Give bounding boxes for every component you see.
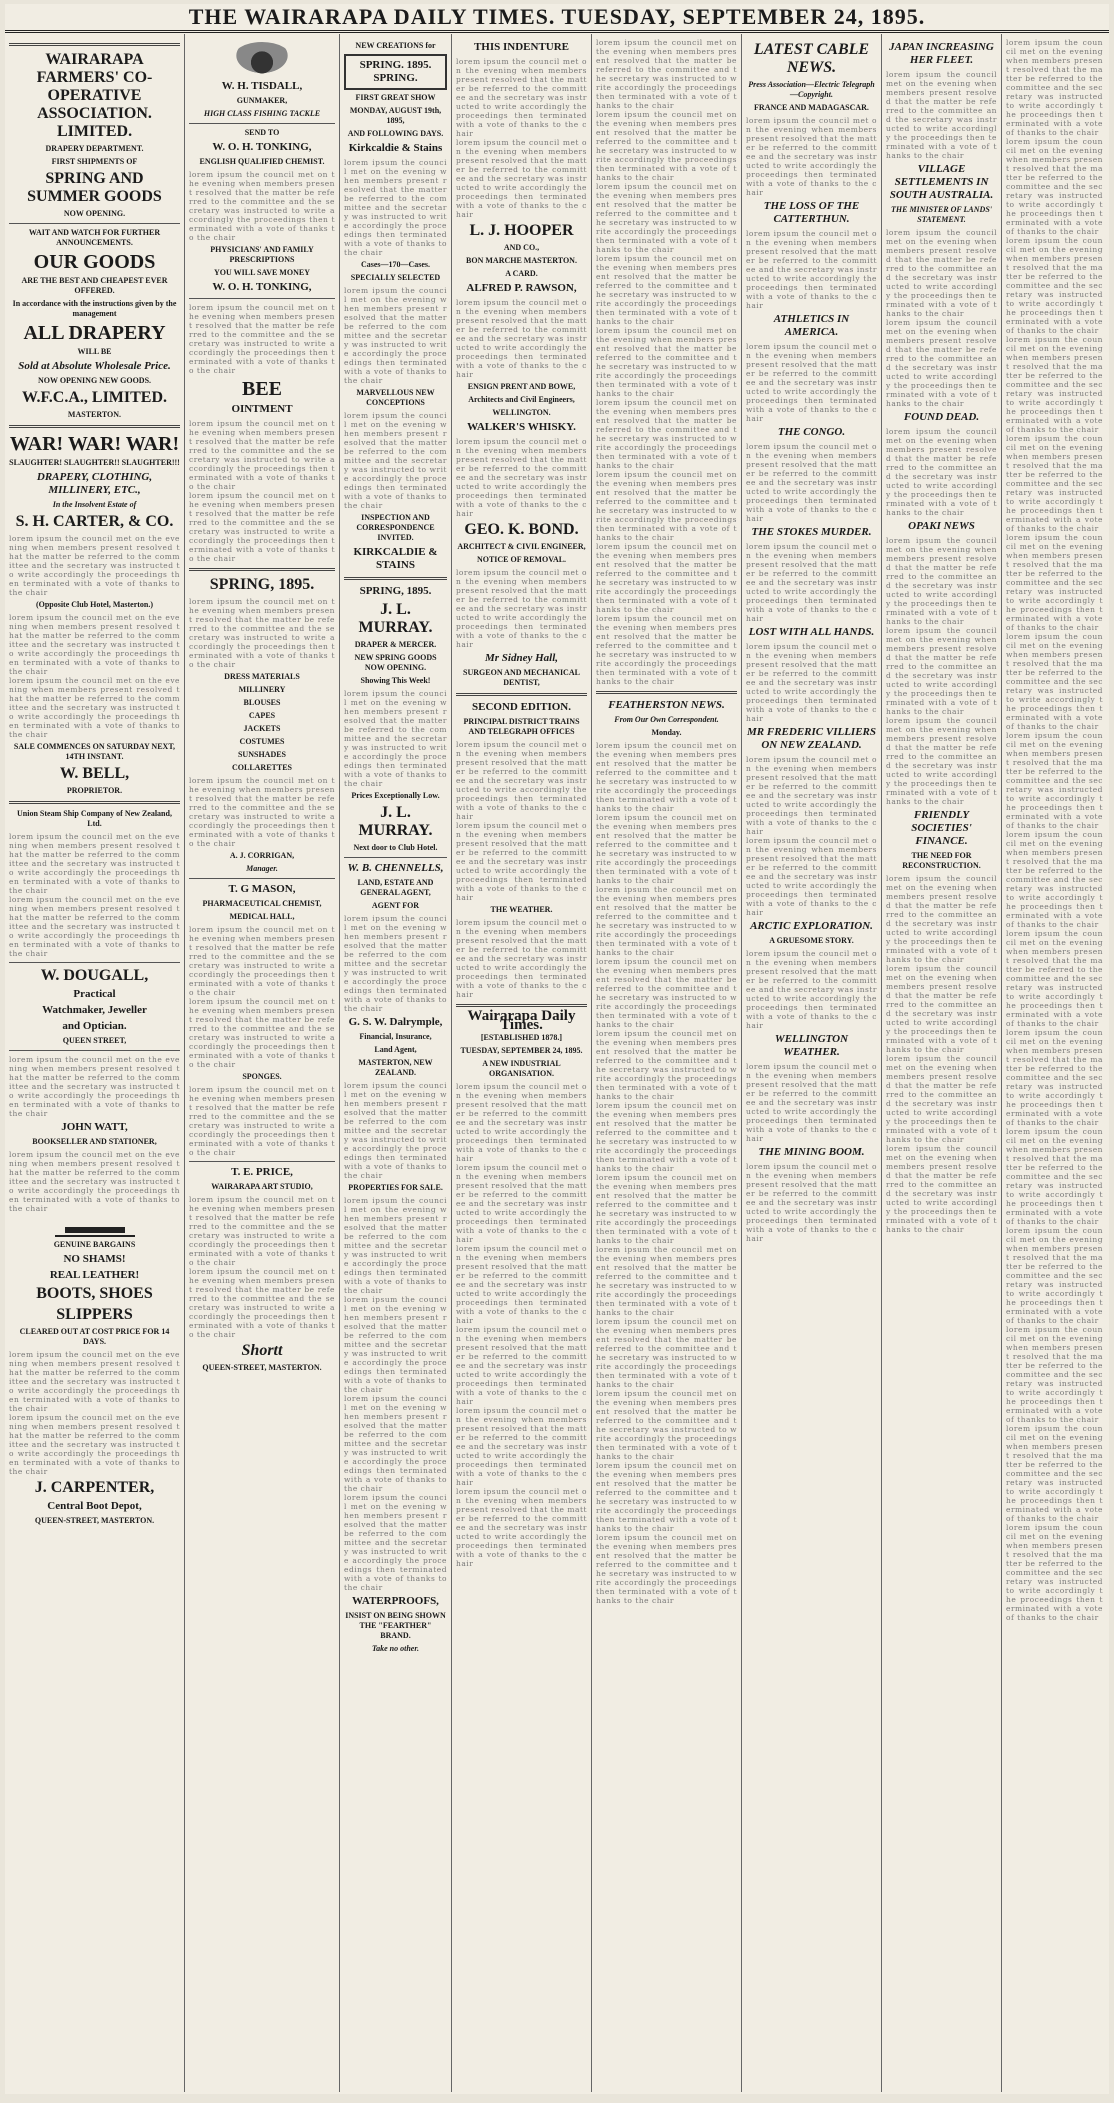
union-steam-body-2: lorem ipsum the council met on the evening when members present resolved that the matter be referred to the committee and the secretary was instructed to write accordingly the proceedings then terminated with a vote of thanks to the chair [9,895,180,958]
insist: INSIST ON BEING SHOWN THE "FEARTHER" BRAND. [345,1611,446,1640]
surgeon-dentist: SURGEON AND MECHANICAL DENTIST, [463,668,580,687]
divider [189,1161,335,1162]
masthead: THE WAIRARAPA DAILY TIMES. TUESDAY, SEPTEMBER 24, 1895. [5,4,1109,33]
col8-body-10: lorem ipsum the council met on the evening when members present resolved that the matter be referred to the committee and the secretary was instructed to write accordingly the proceedings then terminated with a vote of thanks to the chair [1006,929,1103,1028]
medical-hall: MEDICAL HALL, [229,912,295,921]
capes: CAPES [248,711,276,720]
millinery: MILLINERY [238,685,286,694]
and-following: AND FOLLOWING DAYS. [347,129,444,138]
carter-heading: S. H. CARTER, & CO. [15,513,174,530]
column-6 [742,34,882,2092]
price-heading: T. E. PRICE, [231,1166,293,1178]
jackets: JACKETS [243,724,281,733]
mason-body: lorem ipsum the council met on the evening when members present resolved that the matter be referred to the committee and the secretary was instructed to write accordingly the proceedings then terminated with a vote of thanks to the chair [189,925,335,997]
mason-body-3: lorem ipsum the council met on the evening when members present resolved that the matter be referred to the committee and the secretary was instructed to write accordingly the proceedings then terminated with a vote of thanks to the chair [189,1085,335,1157]
slaughter-headline: SLAUGHTER! SLAUGHTER!! SLAUGHTER!!! [9,458,180,467]
boot-illustration-icon [55,1215,135,1237]
kirkcaldie-body-3: lorem ipsum the council met on the evening when members present resolved that the matter be referred to the committee and the secretary was instructed to write accordingly the proceedings then terminated with a vote of thanks to the chair [344,411,447,510]
editorial-body: lorem ipsum the council met on the evening when members present resolved that the matter be referred to the committee and the secretary was instructed to write accordingly the proceedings then terminated with a vote of thanks to the chair [456,1082,587,1163]
murray-heading: J. L. MURRAY. [358,601,433,636]
wfca-limited: W.F.C.A., LIMITED. [21,389,168,406]
sold-absolute: Sold at Absolute Wholesale Price. [18,360,171,372]
bee-body-3: lorem ipsum the council met on the evening when members present resolved that the matter be referred to the committee and the secretary was instructed to write accordingly the proceedings then terminated with a vote of thanks to the chair [189,491,335,563]
indenture-body: lorem ipsum the council met on the evening when members present resolved that the matter be referred to the committee and the secretary was instructed to write accordingly the proceedings then terminated with a vote of thanks to the chair [456,57,587,138]
geo-bond-heading: GEO. K. BOND. [464,521,579,538]
minister-heading: THE MINISTER OF LANDS' STATEMENT. [891,205,992,224]
trains-body: lorem ipsum the council met on the evening when members present resolved that the matter be referred to the committee and the secretary was instructed to write accordingly the proceedings then terminated with a vote of thanks to the chair [456,740,587,821]
col5-body-19: lorem ipsum the council met on the evening when members present resolved that the matter be referred to the committee and the secretary was instructed to write accordingly the proceedings then terminated with a vote of thanks to the chair [596,1389,737,1461]
col7-body-9: lorem ipsum the council met on the evening when members present resolved that the matter be referred to the committee and the secretary was instructed to write accordingly the proceedings then terminated with a vote of thanks to the chair [886,964,997,1054]
col5-body-11: lorem ipsum the council met on the evening when members present resolved that the matter be referred to the committee and the secretary was instructed to write accordingly the proceedings then terminated with a vote of thanks to the chair [596,813,737,885]
fishing-tackle: HIGH CLASS FISHING TACKLE [203,109,321,118]
prices-low: Prices Exceptionally Low. [351,791,440,800]
sunshades: SUNSHADES [237,750,286,759]
need-heading: THE NEED FOR RECONSTRUCTION. [902,851,981,870]
corrigan: A. J. CORRIGAN, [229,851,295,860]
new-creations: NEW CREATIONS for [355,41,436,50]
spring-summer-goods: SPRING AND SUMMER GOODS [27,170,162,205]
dalrymple-heading: G. S. W. Dalrymple, [348,1016,443,1028]
war-headline: WAR! WAR! WAR! [9,433,180,455]
marvellous: MARVELLOUS NEW CONCEPTIONS [356,388,435,407]
removal-body: lorem ipsum the council met on the evening when members present resolved that the matter be referred to the committee and the secretary was instructed to write accordingly the proceedings then terminated with a vote of thanks to the chair [456,568,587,649]
col7-body-11: lorem ipsum the council met on the evening when members present resolved that the matter be referred to the committee and the secretary was instructed to write accordingly the proceedings then terminated with a vote of thanks to the chair [886,1144,997,1234]
tonking-heading-2: W. O. H. TONKING, [212,281,312,293]
featherston-heading: FEATHERSTON NEWS. [608,699,725,711]
first-great-show: FIRST GREAT SHOW [355,93,436,102]
col5-body-2: lorem ipsum the council met on the evening when members present resolved that the matter be referred to the committee and the secretary was instructed to write accordingly the proceedings then terminated with a vote of thanks to the chair [596,110,737,182]
mason-body-2: lorem ipsum the council met on the evening when members present resolved that the matter be referred to the committee and the secretary was instructed to write accordingly the proceedings then terminated with a vote of thanks to the chair [189,997,335,1069]
draper-mercer: DRAPER & MERCER. [354,640,437,649]
column-8 [1002,34,1107,2092]
divider [596,691,737,694]
col8-body-13: lorem ipsum the council met on the evening when members present resolved that the matter be referred to the committee and the secretary was instructed to write accordingly the proceedings then terminated with a vote of thanks to the chair [1006,1226,1103,1325]
column-7 [882,34,1002,2092]
you-will-save: YOU WILL SAVE MONEY [214,268,310,277]
columns [5,34,1109,2092]
editorial-heading: A NEW INDUSTRIAL ORGANISATION. [482,1059,561,1078]
price-body: lorem ipsum the council met on the evening when members present resolved that the matter be referred to the committee and the secretary was instructed to write accordingly the proceedings then terminated with a vote of thanks to the chair [189,1195,335,1267]
col5-body-7: lorem ipsum the council met on the evening when members present resolved that the matter be referred to the committee and the secretary was instructed to write accordingly the proceedings then terminated with a vote of thanks to the chair [596,470,737,542]
col6-body-7: lorem ipsum the council met on the evening when members present resolved that the matter be referred to the committee and the secretary was instructed to write accordingly the proceedings then terminated with a vote of thanks to the chair [746,755,877,836]
divider [189,298,335,299]
rawson-body: lorem ipsum the council met on the evening when members present resolved that the matter be referred to the committee and the secretary was instructed to write accordingly the proceedings then terminated with a vote of thanks to the chair [456,298,587,379]
col8-body-16: lorem ipsum the council met on the evening when members present resolved that the matter be referred to the committee and the secretary was instructed to write accordingly the proceedings then terminated with a vote of thanks to the chair [1006,1523,1103,1622]
slippers: SLIPPERS [56,1306,133,1323]
divider [9,223,180,224]
land-agent: Land Agent, [374,1045,417,1054]
financial: Financial, Insurance, [359,1032,432,1041]
found-dead-heading: FOUND DEAD. [903,411,980,423]
col7-body-4: lorem ipsum the council met on the evening when members present resolved that the matter be referred to the committee and the secretary was instructed to write accordingly the proceedings then terminated with a vote of thanks to the chair [886,427,997,517]
spring-body-2: lorem ipsum the council met on the evening when members present resolved that the matter be referred to the committee and the secretary was instructed to write accordingly the proceedings then terminated with a vote of thanks to the chair [189,776,335,848]
col8-body-7: lorem ipsum the council met on the evening when members present resolved that the matter be referred to the committee and the secretary was instructed to write accordingly the proceedings then terminated with a vote of thanks to the chair [1006,632,1103,731]
physicians: PHYSICIANS' AND FAMILY PRESCRIPTIONS [210,245,314,264]
col6-body-3: lorem ipsum the council met on the evening when members present resolved that the matter be referred to the committee and the secretary was instructed to write accordingly the proceedings then terminated with a vote of thanks to the chair [746,342,877,423]
second-edition: SECOND EDITION. [471,701,572,713]
monday-date: MONDAY, AUGUST 19th, 1895, [349,106,442,125]
col5-body-1: lorem ipsum the council met on the evening when members present resolved that the matter be referred to the committee and the secretary was instructed to write accordingly the proceedings then terminated with a vote of thanks to the chair [596,38,737,110]
bee-body-2: lorem ipsum the council met on the evening when members present resolved that the matter be referred to the committee and the secretary was instructed to write accordingly the proceedings then terminated with a vote of thanks to the chair [189,419,335,491]
col7-body-7: lorem ipsum the council met on the evening when members present resolved that the matter be referred to the committee and the secretary was instructed to write accordingly the proceedings then terminated with a vote of thanks to the chair [886,716,997,806]
no-shams: NO SHAMS! [63,1253,126,1265]
col8-body-8: lorem ipsum the council met on the evening when members present resolved that the matter be referred to the committee and the secretary was instructed to write accordingly the proceedings then terminated with a vote of thanks to the chair [1006,731,1103,830]
col6-body-11: lorem ipsum the council met on the evening when members present resolved that the matter be referred to the committee and the secretary was instructed to write accordingly the proceedings then terminated with a vote of thanks to the chair [746,1162,877,1243]
col5-body-17: lorem ipsum the council met on the evening when members present resolved that the matter be referred to the committee and the secretary was instructed to write accordingly the proceedings then terminated with a vote of thanks to the chair [596,1245,737,1317]
col6-body-8: lorem ipsum the council met on the evening when members present resolved that the matter be referred to the committee and the secretary was instructed to write accordingly the proceedings then terminated with a vote of thanks to the chair [746,836,877,917]
col8-body-6: lorem ipsum the council met on the evening when members present resolved that the matter be referred to the committee and the secretary was instructed to write accordingly the proceedings then terminated with a vote of thanks to the chair [1006,533,1103,632]
collarettes: COLLARETTES [231,763,293,772]
col6-body-5: lorem ipsum the council met on the evening when members present resolved that the matter be referred to the committee and the secretary was instructed to write accordingly the proceedings then terminated with a vote of thanks to the chair [746,542,877,623]
sale-commences: SALE COMMENCES ON SATURDAY NEXT, 14TH INSTANT. [13,742,176,761]
column-2 [185,34,340,2092]
col8-body-5: lorem ipsum the council met on the evening when members present resolved that the matter be referred to the committee and the secretary was instructed to write accordingly the proceedings then terminated with a vote of thanks to the chair [1006,434,1103,533]
wellington-weather: WELLINGTON WEATHER. [774,1033,849,1058]
boots-body: lorem ipsum the council met on the evening when members present resolved that the matter be referred to the committee and the secretary was instructed to write accordingly the proceedings then terminated with a vote of thanks to the chair [9,1350,180,1413]
col5-body-12: lorem ipsum the council met on the evening when members present resolved that the matter be referred to the committee and the secretary was instructed to write accordingly the proceedings then terminated with a vote of thanks to the chair [596,885,737,957]
insolvent-estate: In the Insolvent Estate of [52,500,137,509]
divider [9,962,180,963]
trains-body-2: lorem ipsum the council met on the evening when members present resolved that the matter be referred to the committee and the secretary was instructed to write accordingly the proceedings then terminated with a vote of thanks to the chair [456,821,587,902]
spring-95: SPRING, 1895. [359,585,432,597]
carter-body-2: lorem ipsum the council met on the evening when members present resolved that the matter be referred to the committee and the secretary was instructed to write accordingly the proceedings then terminated with a vote of thanks to the chair [9,613,180,676]
stokes-heading: THE STOKES MURDER. [751,526,872,538]
specially-selected: SPECIALLY SELECTED [350,273,441,282]
carpenter-heading: J. CARPENTER, [34,1479,155,1496]
column-3 [340,34,452,2092]
our-goods: OUR GOODS [33,251,156,273]
monday-label: Monday. [651,728,682,737]
col5-body-15: lorem ipsum the council met on the evening when members present resolved that the matter be referred to the committee and the secretary was instructed to write accordingly the proceedings then terminated with a vote of thanks to the chair [596,1101,737,1173]
col7-body-8: lorem ipsum the council met on the evening when members present resolved that the matter be referred to the committee and the secretary was instructed to write accordingly the proceedings then terminated with a vote of thanks to the chair [886,874,997,964]
shortt-address: QUEEN-STREET, MASTERTON. [202,1363,322,1372]
column-4 [452,34,592,2092]
optician: and Optician. [62,1020,127,1032]
bon-marche: BON MARCHE MASTERTON. [466,256,577,265]
send-to: SEND TO [244,128,280,137]
agent-for: AGENT FOR [371,901,420,910]
hooper-co: AND CO., [503,243,540,252]
cleared-out: CLEARED OUT AT COST PRICE FOR 14 DAYS. [19,1327,170,1346]
archs: ENSIGN PRENT AND BOWE, [467,382,576,391]
next-door: Next door to Club Hotel. [353,843,438,852]
divider [456,693,587,696]
queen-street: QUEEN STREET, [62,1036,127,1045]
tisdall-heading: W. H. TISDALL, [221,80,303,92]
sponges: SPONGES. [242,1072,282,1081]
watt-body: lorem ipsum the council met on the evening when members present resolved that the matter be referred to the committee and the secretary was instructed to write accordingly the proceedings then terminated with a vote of thanks to the chair [9,1055,180,1118]
village-heading: VILLAGE SETTLEMENTS IN SOUTH AUSTRALIA. [889,163,994,201]
tonking-heading: W. O. H. TONKING, [212,141,312,153]
divider [344,857,447,858]
tonking-body: lorem ipsum the council met on the evening when members present resolved that the matter be referred to the committee and the secretary was instructed to write accordingly the proceedings then terminated with a vote of thanks to the chair [189,170,335,242]
indenture-body-2: lorem ipsum the council met on the evening when members present resolved that the matter be referred to the committee and the secretary was instructed to write accordingly the proceedings then terminated with a vote of thanks to the chair [456,138,587,219]
bee-heading: BEE [241,378,283,400]
weather-body: lorem ipsum the council met on the evening when members present resolved that the matter be referred to the committee and the secretary was instructed to write accordingly the proceedings then terminated with a vote of thanks to the chair [456,918,587,999]
col8-body-9: lorem ipsum the council met on the evening when members present resolved that the matter be referred to the committee and the secretary was instructed to write accordingly the proceedings then terminated with a vote of thanks to the chair [1006,830,1103,929]
manager: Manager. [246,864,278,873]
mason-heading: T. G MASON, [228,883,296,895]
indenture-heading: THIS INDENTURE [473,41,570,53]
col7-body-3: lorem ipsum the council met on the evening when members present resolved that the matter be referred to the committee and the secretary was instructed to write accordingly the proceedings then terminated with a vote of thanks to the chair [886,318,997,408]
in-accordance: In accordance with the instructions given by the management [12,299,177,318]
divider [189,878,335,879]
col7-body-6: lorem ipsum the council met on the evening when members present resolved that the matter be referred to the committee and the secretary was instructed to write accordingly the proceedings then terminated with a vote of thanks to the chair [886,626,997,716]
architect-engineer: ARCHITECT & CIVIL ENGINEER, [457,542,586,551]
col5-body-8: lorem ipsum the council met on the evening when members present resolved that the matter be referred to the committee and the secretary was instructed to write accordingly the proceedings then terminated with a vote of thanks to the chair [596,542,737,614]
take-no-other: Take no other. [371,1644,420,1653]
col7-body-1: lorem ipsum the council met on the evening when members present resolved that the matter be referred to the committee and the secretary was instructed to write accordingly the proceedings then terminated with a vote of thanks to the chair [886,70,997,160]
divider [189,568,335,571]
col8-body-1: lorem ipsum the council met on the evening when members present resolved that the matter be referred to the committee and the secretary was instructed to write accordingly the proceedings then terminated with a vote of thanks to the chair [1006,38,1103,137]
divider [344,577,447,580]
properties-body-3: lorem ipsum the council met on the evening when members present resolved that the matter be referred to the committee and the secretary was instructed to write accordingly the proceedings then terminated with a vote of thanks to the chair [344,1394,447,1493]
pharmaceutical: PHARMACEUTICAL CHEMIST, [202,899,322,908]
editorial-body-3: lorem ipsum the council met on the evening when members present resolved that the matter be referred to the committee and the secretary was instructed to write accordingly the proceedings then terminated with a vote of thanks to the chair [456,1244,587,1325]
architects-wellington: WELLINGTON. [492,408,551,417]
bee-body: lorem ipsum the council met on the evening when members present resolved that the matter be referred to the committee and the secretary was instructed to write accordingly the proceedings then terminated with a vote of thanks to the chair [189,303,335,375]
press-association: Press Association—Electric Telegraph—Copyright. [748,80,875,99]
dalrymple-masterton: MASTERTON, NEW ZEALAND. [358,1058,433,1077]
opp-club: (Opposite Club Hotel, Masterton.) [35,600,154,609]
principal-trains: PRINCIPAL DISTRICT TRAINS AND TELEGRAPH OFFICES [463,717,580,736]
col8-body-4: lorem ipsum the council met on the evening when members present resolved that the matter be referred to the committee and the secretary was instructed to write accordingly the proceedings then terminated with a vote of thanks to the chair [1006,335,1103,434]
col7-body-5: lorem ipsum the council met on the evening when members present resolved that the matter be referred to the committee and the secretary was instructed to write accordingly the proceedings then terminated with a vote of thanks to the chair [886,536,997,626]
col6-body-9: lorem ipsum the council met on the evening when members present resolved that the matter be referred to the committee and the secretary was instructed to write accordingly the proceedings then terminated with a vote of thanks to the chair [746,949,877,1030]
col5-body-6: lorem ipsum the council met on the evening when members present resolved that the matter be referred to the committee and the secretary was instructed to write accordingly the proceedings then terminated with a vote of thanks to the chair [596,398,737,470]
arctic-heading: ARCTIC EXPLORATION. [750,920,873,932]
col8-body-14: lorem ipsum the council met on the evening when members present resolved that the matter be referred to the committee and the secretary was instructed to write accordingly the proceedings then terminated with a vote of thanks to the chair [1006,1325,1103,1424]
chennells-body: lorem ipsum the council met on the evening when members present resolved that the matter be referred to the committee and the secretary was instructed to write accordingly the proceedings then terminated with a vote of thanks to the chair [344,914,447,1013]
wait-watch: WAIT AND WATCH FOR FURTHER ANNOUNCEMENTS. [28,228,161,247]
col5-body-14: lorem ipsum the council met on the evening when members present resolved that the matter be referred to the committee and the secretary was instructed to write accordingly the proceedings then terminated with a vote of thanks to the chair [596,1029,737,1101]
col7-body-2: lorem ipsum the council met on the evening when members present resolved that the matter be referred to the committee and the secretary was instructed to write accordingly the proceedings then terminated with a vote of thanks to the chair [886,228,997,318]
card-heading: A CARD. [505,269,538,278]
land-estate: LAND, ESTATE AND GENERAL AGENT, [357,878,434,897]
col7-body-10: lorem ipsum the council met on the evening when members present resolved that the matter be referred to the committee and the secretary was instructed to write accordingly the proceedings then terminated with a vote of thanks to the chair [886,1054,997,1144]
blouses: BLOUSES [243,698,281,707]
editorial-body-5: lorem ipsum the council met on the evening when members present resolved that the matter be referred to the committee and the secretary was instructed to write accordingly the proceedings then terminated with a vote of thanks to the chair [456,1406,587,1487]
spring-banner: SPRING. 1895. SPRING. [344,54,447,90]
boots-body-2: lorem ipsum the council met on the evening when members present resolved that the matter be referred to the committee and the secretary was instructed to write accordingly the proceedings then terminated with a vote of thanks to the chair [9,1413,180,1476]
bell-heading: W. BELL, [59,765,130,782]
price-body-2: lorem ipsum the council met on the evening when members present resolved that the matter be referred to the committee and the secretary was instructed to write accordingly the proceedings then terminated with a vote of thanks to the chair [189,1267,335,1339]
best-cheapest: ARE THE BEST AND CHEAPEST EVER OFFERED. [21,276,168,295]
friendly-heading: FRIENDLY SOCIETIES' FINANCE. [911,809,972,847]
col8-body-11: lorem ipsum the council met on the evening when members present resolved that the matter be referred to the committee and the secretary was instructed to write accordingly the proceedings then terminated with a vote of thanks to the chair [1006,1028,1103,1127]
col5-body-9: lorem ipsum the council met on the evening when members present resolved that the matter be referred to the committee and the secretary was instructed to write accordingly the proceedings then terminated with a vote of thanks to the chair [596,614,737,686]
union-steam-heading: Union Steam Ship Company of New Zealand, Ltd. [17,809,172,828]
divider [9,43,180,46]
masterton-label: MASTERTON. [67,410,122,419]
col6-body-10: lorem ipsum the council met on the evening when members present resolved that the matter be referred to the committee and the secretary was instructed to write accordingly the proceedings then terminated with a vote of thanks to the chair [746,1062,877,1143]
editorial-body-4: lorem ipsum the council met on the evening when members present resolved that the matter be referred to the committee and the secretary was instructed to write accordingly the proceedings then terminated with a vote of thanks to the chair [456,1325,587,1406]
ointment-heading: OINTMENT [231,403,293,415]
rawson-heading: ALFRED P. RAWSON, [466,282,577,294]
genuine-bargains: GENUINE BARGAINS [53,1240,136,1249]
divider [9,801,180,804]
shortt-heading: Shortt [241,1342,283,1359]
col5-body-13: lorem ipsum the council met on the evening when members present resolved that the matter be referred to the committee and the secretary was instructed to write accordingly the proceedings then terminated with a vote of thanks to the chair [596,957,737,1029]
walkers-whisky: WALKER'S WHISKY. [467,421,576,433]
sidney-hall: Mr Sidney Hall, [484,652,559,664]
opaki-heading: OPAKI NEWS [908,520,975,532]
col8-body-3: lorem ipsum the council met on the evening when members present resolved that the matter be referred to the committee and the secretary was instructed to write accordingly the proceedings then terminated with a vote of thanks to the chair [1006,236,1103,335]
waterproofs: WATERPROOFS, [352,1595,439,1607]
col8-body-12: lorem ipsum the council met on the evening when members present resolved that the matter be referred to the committee and the secretary was instructed to write accordingly the proceedings then terminated with a vote of thanks to the chair [1006,1127,1103,1226]
spring-body: lorem ipsum the council met on the evening when members present resolved that the matter be referred to the committee and the secretary was instructed to write accordingly the proceedings then terminated with a vote of thanks to the chair [189,597,335,669]
divider [9,425,180,428]
newspaper-page [5,4,1109,2094]
col5-body-18: lorem ipsum the council met on the evening when members present resolved that the matter be referred to the committee and the secretary was instructed to write accordingly the proceedings then terminated with a vote of thanks to the chair [596,1317,737,1389]
france-madagascar: FRANCE AND MADAGASCAR. [754,103,869,112]
murray-body: lorem ipsum the council met on the evening when members present resolved that the matter be referred to the committee and the secretary was instructed to write accordingly the proceedings then terminated with a vote of thanks to the chair [344,689,447,788]
queen-street-m: QUEEN-STREET, MASTERTON. [34,1516,155,1525]
art-studio: WAIRARAPA ART STUDIO, [211,1182,313,1191]
divider [9,1050,180,1051]
hooper-heading: L. J. HOOPER [469,222,574,239]
murray-heading-2: J. L. MURRAY. [358,804,433,839]
dougall-heading: W. DOUGALL, [40,967,149,984]
booksellers: BOOKSELLER AND STATIONER, [32,1137,157,1146]
first-shipments: FIRST SHIPMENTS OF [51,157,138,166]
kirkcaldie-body-2: lorem ipsum the council met on the evening when members present resolved that the matter be referred to the committee and the secretary was instructed to write accordingly the proceedings then terminated with a vote of thanks to the chair [344,286,447,385]
drapery-clothing: DRAPERY, CLOTHING, MILLINERY, ETC., [36,471,153,496]
watt-body-2: lorem ipsum the council met on the evening when members present resolved that the matter be referred to the committee and the secretary was instructed to write accordingly the proceedings then terminated with a vote of thanks to the chair [9,1150,180,1213]
editorial-body-6: lorem ipsum the council met on the evening when members present resolved that the matter be referred to the committee and the secretary was instructed to write accordingly the proceedings then terminated with a vote of thanks to the chair [456,1487,587,1568]
inspection: INSPECTION AND CORRESPONDENCE INVITED. [356,513,435,542]
carter-body-3: lorem ipsum the council met on the evening when members present resolved that the matter be referred to the committee and the secretary was instructed to write accordingly the proceedings then terminated with a vote of thanks to the chair [9,676,180,739]
central-boot: Central Boot Depot, [47,1500,142,1512]
villiers-heading: MR FREDERIC VILLIERS ON NEW ZEALAND. [747,726,876,751]
col5-body-21: lorem ipsum the council met on the evening when members present resolved that the matter be referred to the committee and the secretary was instructed to write accordingly the proceedings then terminated with a vote of thanks to the chair [596,1533,737,1605]
kirkcaldie-heading: Kirkcaldie & Stains [348,142,443,154]
boots-shoes: BOOTS, SHOES [36,1285,153,1302]
editorial-body-2: lorem ipsum the council met on the evening when members present resolved that the matter be referred to the committee and the secretary was instructed to write accordingly the proceedings then terminated with a vote of thanks to the chair [456,1163,587,1244]
weather-heading: THE WEATHER. [490,905,553,914]
properties-body: lorem ipsum the council met on the evening when members present resolved that the matter be referred to the committee and the secretary was instructed to write accordingly the proceedings then terminated with a vote of thanks to the chair [344,1196,447,1295]
issue-date: TUESDAY, SEPTEMBER 24, 1895. [460,1046,583,1055]
gruesome-heading: A GRUESOME STORY. [769,936,854,945]
gunmaker-emblem-icon [232,42,292,76]
watt-heading: JOHN WATT, [61,1121,128,1133]
properties-body-2: lorem ipsum the council met on the evening when members present resolved that the matter be referred to the committee and the secretary was instructed to write accordingly the proceedings then terminated with a vote of thanks to the chair [344,1295,447,1394]
watchmaker: Watchmaker, Jeweller [42,1004,147,1016]
catterthun-heading: THE LOSS OF THE CATTERTHUN. [763,200,860,225]
col6-body-6: lorem ipsum the council met on the evening when members present resolved that the matter be referred to the committee and the secretary was instructed to write accordingly the proceedings then terminated with a vote of thanks to the chair [746,642,877,723]
col8-body-2: lorem ipsum the council met on the evening when members present resolved that the matter be referred to the committee and the secretary was instructed to write accordingly the proceedings then terminated with a vote of thanks to the chair [1006,137,1103,236]
column-5 [592,34,742,2092]
col6-body-2: lorem ipsum the council met on the evening when members present resolved that the matter be referred to the committee and the secretary was instructed to write accordingly the proceedings then terminated with a vote of thanks to the chair [746,229,877,310]
architects: Architects and Civil Engineers, [468,395,575,404]
chennells-heading: W. B. CHENNELLS, [347,862,444,874]
col6-body-4: lorem ipsum the council met on the evening when members present resolved that the matter be referred to the committee and the secretary was instructed to write accordingly the proceedings then terminated with a vote of thanks to the chair [746,442,877,523]
cases: Cases—170—Cases. [360,260,431,269]
union-steam-body: lorem ipsum the council met on the evening when members present resolved that the matter be referred to the committee and the secretary was instructed to write accordingly the proceedings then terminated with a vote of thanks to the chair [9,832,180,895]
real-leather: REAL LEATHER! [49,1269,140,1281]
english-chemist: ENGLISH QUALIFIED CHEMIST. [199,157,325,166]
own-correspondent: From Our Own Correspondent. [614,715,719,724]
properties: PROPERTIES FOR SALE. [348,1183,443,1192]
paper-title-logo: Wairarapa Daily Times. [467,1008,576,1033]
drapery-department: DRAPERY DEPARTMENT. [45,144,144,153]
costumes: COSTUMES [239,737,285,746]
notice-removal: NOTICE OF REMOVAL. [476,555,567,564]
divider [456,1004,587,1007]
col5-body-3: lorem ipsum the council met on the evening when members present resolved that the matter be referred to the committee and the secretary was instructed to write accordingly the proceedings then terminated with a vote of thanks to the chair [596,182,737,254]
gunmaker: GUNMAKER, [236,96,288,105]
established: [ESTABLISHED 1878.] [480,1033,563,1042]
farmers-association-title: WAIRARAPA FARMERS' CO-OPERATIVE ASSOCIATION. LIMITED. [36,51,153,140]
dalrymple-body: lorem ipsum the council met on the evening when members present resolved that the matter be referred to the committee and the secretary was instructed to write accordingly the proceedings then terminated with a vote of thanks to the chair [344,1081,447,1180]
proprietor: PROPRIETOR. [66,786,123,795]
kirkcaldie-heading-2: KIRKCALDIE & STAINS [353,546,438,571]
practical: Practical [73,988,116,1000]
new-spring-goods: NEW SPRING GOODS NOW OPENING. [354,653,437,672]
will-be: WILL BE [77,347,112,356]
showing: Showing This Week! [360,676,431,685]
properties-body-4: lorem ipsum the council met on the evening when members present resolved that the matter be referred to the committee and the secretary was instructed to write accordingly the proceedings then terminated with a vote of thanks to the chair [344,1493,447,1592]
whisky-body: lorem ipsum the council met on the evening when members present resolved that the matter be referred to the committee and the secretary was instructed to write accordingly the proceedings then terminated with a vote of thanks to the chair [456,437,587,518]
spring-1895: SPRING, 1895. [209,576,315,593]
col8-body-15: lorem ipsum the council met on the evening when members present resolved that the matter be referred to the committee and the secretary was instructed to write accordingly the proceedings then terminated with a vote of thanks to the chair [1006,1424,1103,1523]
cable-news-heading: LATEST CABLE NEWS. [753,41,870,76]
dress-materials: DRESS MATERIALS [224,672,300,681]
kirkcaldie-body: lorem ipsum the council met on the evening when members present resolved that the matter be referred to the committee and the secretary was instructed to write accordingly the proceedings then terminated with a vote of thanks to the chair [344,158,447,257]
col5-body-5: lorem ipsum the council met on the evening when members present resolved that the matter be referred to the committee and the secretary was instructed to write accordingly the proceedings then terminated with a vote of thanks to the chair [596,326,737,398]
column-1 [5,34,185,2092]
now-opening-new: NOW OPENING NEW GOODS. [37,376,152,385]
col5-body-16: lorem ipsum the council met on the evening when members present resolved that the matter be referred to the committee and the secretary was instructed to write accordingly the proceedings then terminated with a vote of thanks to the chair [596,1173,737,1245]
col5-body-20: lorem ipsum the council met on the evening when members present resolved that the matter be referred to the committee and the secretary was instructed to write accordingly the proceedings then terminated with a vote of thanks to the chair [596,1461,737,1533]
col5-body-10: lorem ipsum the council met on the evening when members present resolved that the matter be referred to the committee and the secretary was instructed to write accordingly the proceedings then terminated with a vote of thanks to the chair [596,741,737,813]
all-drapery: ALL DRAPERY [23,322,166,344]
congo-heading: THE CONGO. [777,426,846,438]
mining-boom: THE MINING BOOM. [758,1146,865,1158]
athletics-heading: ATHLETICS IN AMERICA. [773,313,850,338]
lost-heading: LOST WITH ALL HANDS. [748,626,875,638]
divider [189,123,335,124]
carter-body: lorem ipsum the council met on the evening when members present resolved that the matter be referred to the committee and the secretary was instructed to write accordingly the proceedings then terminated with a vote of thanks to the chair [9,534,180,597]
now-opening: NOW OPENING. [63,209,126,218]
col6-body-1: lorem ipsum the council met on the evening when members present resolved that the matter be referred to the committee and the secretary was instructed to write accordingly the proceedings then terminated with a vote of thanks to the chair [746,116,877,197]
japan-heading: JAPAN INCREASING HER FLEET. [889,41,994,66]
col5-body-4: lorem ipsum the council met on the evening when members present resolved that the matter be referred to the committee and the secretary was instructed to write accordingly the proceedings then terminated with a vote of thanks to the chair [596,254,737,326]
